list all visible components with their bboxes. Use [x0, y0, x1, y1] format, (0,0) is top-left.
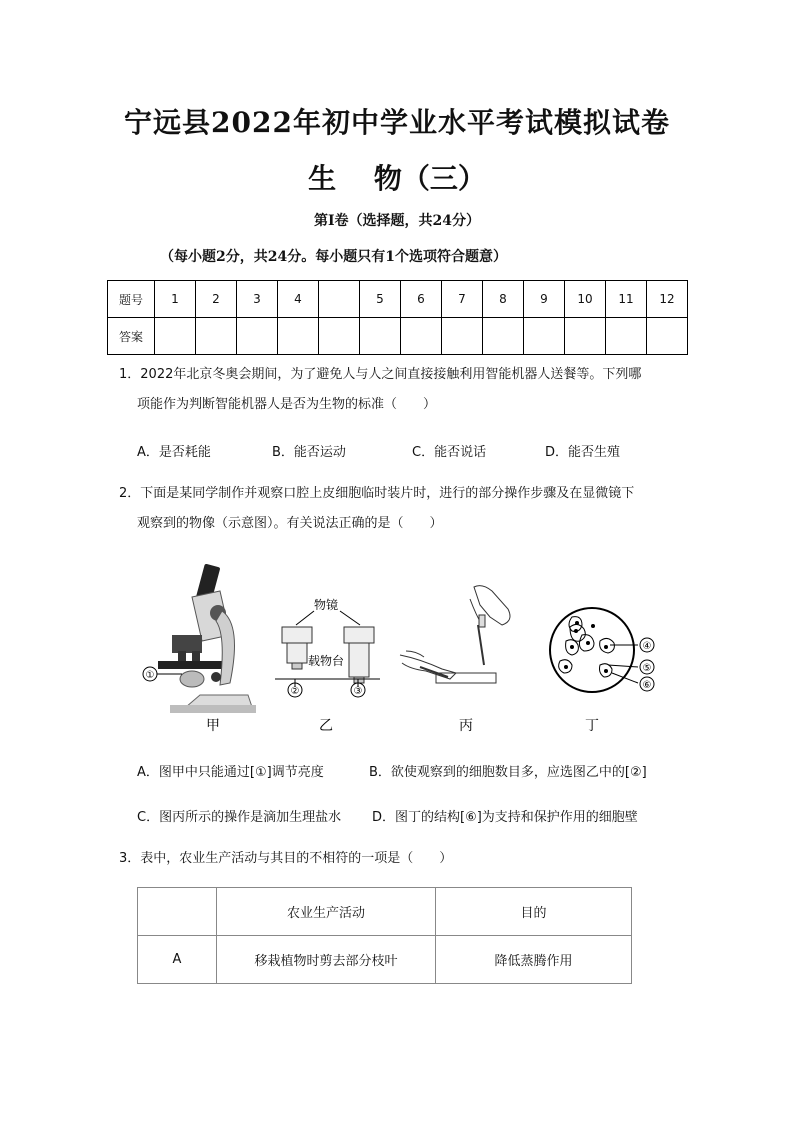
cell-view-illustration — [550, 608, 638, 692]
q2-option-c[interactable]: C．图丙所示的操作是滴加生理盐水 — [137, 810, 342, 825]
table-header: 农业生产活动 — [217, 888, 436, 936]
label-jia: 甲 — [206, 718, 220, 734]
marker-2: ② — [290, 686, 300, 697]
marker-3: ③ — [353, 686, 363, 697]
answer-grid — [107, 280, 688, 355]
q2-figure — [130, 555, 690, 740]
answer-cell[interactable] — [606, 318, 647, 355]
q2-option-d[interactable]: D．图丁的结构[⑥]为支持和保护作用的细胞壁 — [372, 810, 638, 825]
q1-option-b[interactable]: B．能否运动 — [272, 445, 346, 460]
grid-number-row — [108, 281, 688, 318]
grid-number: 4 — [278, 281, 319, 318]
answer-cell[interactable] — [647, 318, 688, 355]
q1-stem-line1: 1．2022年北京冬奥会期间，为了避免人与人之间直接接触利用智能机器人送餐等。下列哪 — [119, 367, 642, 382]
subject-title: 生 物（三） — [308, 162, 486, 195]
answer-cell[interactable] — [483, 318, 524, 355]
q3-table — [137, 887, 632, 984]
answer-cell[interactable] — [278, 318, 319, 355]
grid-number: 11 — [606, 281, 647, 318]
q1-option-a[interactable]: A．是否耗能 — [137, 445, 211, 460]
q2-option-a[interactable]: A．图甲中只能通过[①]调节亮度 — [137, 765, 324, 780]
grid-answer-row — [108, 318, 688, 355]
grid-number: 5 — [360, 281, 401, 318]
grid-number — [319, 281, 360, 318]
table-cell: A — [138, 936, 217, 984]
grid-number: 8 — [483, 281, 524, 318]
marker-5: ⑤ — [642, 663, 652, 674]
label-ding: 丁 — [585, 718, 599, 734]
q2-stem-line2: 观察到的物像（示意图）。有关说法正确的是（ ） — [137, 516, 443, 531]
answer-cell[interactable] — [319, 318, 360, 355]
answer-cell[interactable] — [237, 318, 278, 355]
grid-number: 2 — [196, 281, 237, 318]
table-header-row — [138, 888, 632, 936]
grid-number: 3 — [237, 281, 278, 318]
q1-option-c[interactable]: C．能否说话 — [412, 445, 487, 460]
slide-preparation-illustration — [400, 586, 510, 683]
label-stage: 载物台 — [307, 654, 345, 668]
grid-number: 9 — [524, 281, 565, 318]
answer-cell[interactable] — [360, 318, 401, 355]
grid-number: 10 — [565, 281, 606, 318]
answer-cell[interactable] — [155, 318, 196, 355]
exam-title: 宁远县2022年初中学业水平考试模拟试卷 — [124, 106, 670, 139]
answer-cell[interactable] — [442, 318, 483, 355]
q1-stem-line2: 项能作为判断智能机器人是否为生物的标准（ ） — [137, 397, 437, 412]
grid-number: 12 — [647, 281, 688, 318]
table-cell: 降低蒸腾作用 — [436, 936, 632, 984]
label-bing: 丙 — [459, 718, 473, 734]
grid-number: 7 — [442, 281, 483, 318]
answer-cell[interactable] — [524, 318, 565, 355]
answer-cell[interactable] — [565, 318, 606, 355]
marker-4: ④ — [642, 641, 652, 652]
label-objective: 物镜 — [313, 598, 339, 612]
q2-option-b[interactable]: B．欲使观察到的细胞数目多，应选图乙中的[②] — [369, 765, 647, 780]
marker-1: ① — [145, 670, 155, 681]
instructions: （每小题2分，共24分。每小题只有1个选项符合题意） — [160, 249, 507, 265]
q2-stem-line1: 2．下面是某同学制作并观察口腔上皮细胞临时装片时，进行的部分操作步骤及在显微镜下 — [119, 486, 635, 501]
answer-cell[interactable] — [196, 318, 237, 355]
table-header — [138, 888, 217, 936]
answer-cell[interactable] — [401, 318, 442, 355]
grid-number: 6 — [401, 281, 442, 318]
grid-row-label: 答案 — [108, 318, 155, 355]
grid-row-label: 题号 — [108, 281, 155, 318]
grid-number: 1 — [155, 281, 196, 318]
marker-6: ⑥ — [642, 680, 652, 691]
label-yi: 乙 — [319, 718, 333, 734]
q3-stem: 3．表中，农业生产活动与其目的不相符的一项是（ ） — [119, 851, 453, 866]
microscope-illustration — [158, 564, 256, 713]
table-row — [138, 936, 632, 984]
table-cell: 移栽植物时剪去部分枝叶 — [217, 936, 436, 984]
q1-option-d[interactable]: D．能否生殖 — [545, 445, 621, 460]
objective-lenses-illustration — [275, 611, 380, 687]
section-title: 第Ⅰ卷（选择题，共24分） — [313, 213, 481, 229]
table-header: 目的 — [436, 888, 632, 936]
